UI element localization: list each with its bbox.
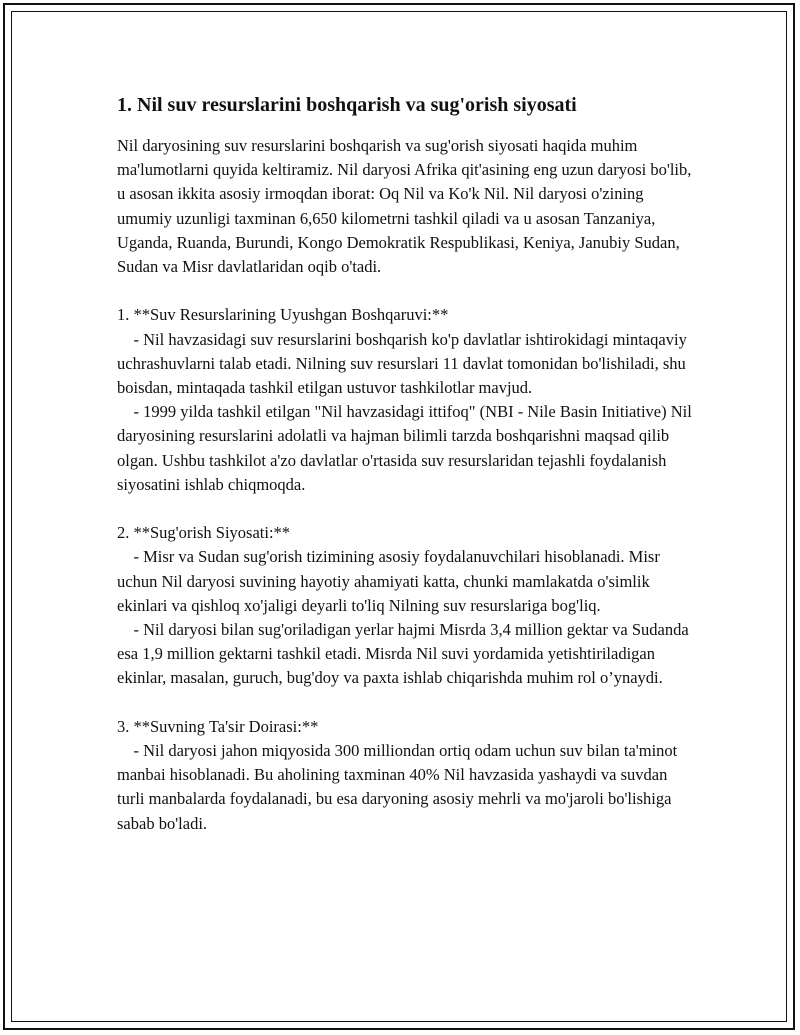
document-body <box>117 90 697 836</box>
section-2-item-1: - Misr va Sudan sug'orish tizimining asosiy foydalanuvchilari hisoblanadi. Misr uchun Nil daryosi suvining hayotiy ahamiyati katta, chunki mamlakatda o'simlik ekinlari va qishloq xo'jaligi deyarli to'liq Nilning suv resurslariga bog'liq. <box>117 547 664 615</box>
intro-paragraph: Nil daryosining suv resurslarini boshqarish va sug'orish siyosati haqida muhim ma'lumotlarni quyida keltiramiz. Nil daryosi Afrika qit'asining eng uzun daryosi bo'lib, u asosan ikkita asosiy irmoqdan iborat: Oq Nil va Ko'k Nil. Nil daryosi o'zining umumiy uzunligi taxminan 6,650 kilometrni tashkil qiladi va u asosan Tanzaniya, Uganda, Ruanda, Burundi, Kongo Demokratik Respublikasi, Keniya, Janubiy Sudan, Sudan va Misr davlatlaridan oqib o'tadi. <box>117 136 696 277</box>
section-2-item-2: - Nil daryosi bilan sug'oriladigan yerlar hajmi Misrda 3,4 million gektar va Sudanda esa 1,9 million gektarni tashkil etadi. Misrda Nil suvi yordamida yetishtiriladigan ekinlar, masalan, guruch, bug'doy va paxta ishlab chiqarishda muhim rol o’ynaydi. <box>117 620 693 688</box>
document-title: 1. Nil suv resurslarini boshqarish va sug'orish siyosati <box>117 94 577 116</box>
section-1-item-2: - 1999 yilda tashkil etilgan "Nil havzasidagi ittifoq" (NBI - Nile Basin Initiative) Nil daryosining resurslarini adolatli va hajman bilimli tarzda boshqarishni maqsad qilib olgan. Ushbu tashkilot a'zo davlatlar o'rtasida suv resurslaridan tejashli foydalanish siyosatini ishlab chiqmoqda. <box>117 402 696 494</box>
section-1-item-1: - Nil havzasidagi suv resurslarini boshqarish ko'p davlatlar ishtirokidagi mintaqaviy uchrashuvlarni talab etadi. Nilning suv resurslari 11 davlat tomonidan bo'lishiladi, shu boisdan, mintaqada tashkil etilgan ustuvor tashkilotlar mavjud. <box>117 329 691 398</box>
spacer <box>117 279 697 303</box>
section-1-heading: 1. **Suv Resurslarining Uyushgan Boshqaruvi:** <box>117 305 449 325</box>
section-3-heading: 3. **Suvning Ta'sir Doirasi:** <box>117 716 319 736</box>
section-3-item-1: - Nil daryosi jahon miqyosida 300 milliondan ortiq odam uchun suv bilan ta'minot manbai hisoblanadi. Bu aholining taxminan 40% Nil havzasida yashaydi va suvdan turli manbalarda foydalanadi, bu esa daryoning asosiy mehrli va mo'jaroli bo'lishiga sabab bo'ladi. <box>117 741 682 833</box>
spacer <box>117 497 697 521</box>
section-2-heading: 2. **Sug'orish Siyosati:** <box>117 523 291 543</box>
spacer <box>117 691 697 715</box>
